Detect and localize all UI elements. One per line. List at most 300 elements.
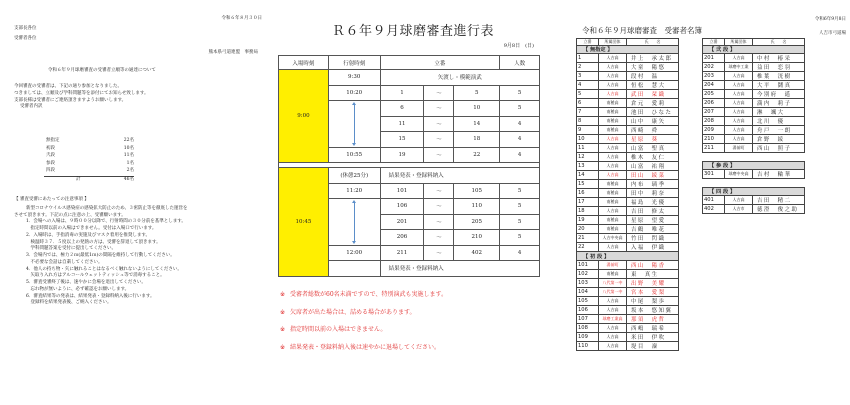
examinee-number: 203	[703, 72, 725, 81]
examinee-row	[577, 135, 679, 144]
examinee-row	[577, 296, 679, 305]
rank-section-label: 【 四 段 】	[703, 187, 805, 195]
examinee-number: 18	[577, 207, 599, 216]
note-line: させて頂きます。下記の点に注意の上、受審願います。	[14, 212, 126, 218]
examinee-name: 山中 康矢	[627, 117, 679, 126]
examinee-club: 人吉高	[599, 153, 627, 162]
time-span-arrow	[328, 101, 380, 148]
breakdown-row	[14, 168, 134, 176]
time-span-arrow	[328, 199, 380, 246]
schedule-title: Ｒ６年９月球磨審査進行表	[332, 24, 495, 39]
examinee-number: 103	[577, 278, 599, 287]
examinee-number: 107	[577, 314, 599, 323]
examinee-number: 15	[577, 180, 599, 189]
examinee-row	[577, 305, 679, 314]
examinee-club: 人吉高	[599, 144, 627, 153]
rank-label: 無指定	[46, 138, 60, 143]
tachi-count: 5	[500, 101, 540, 117]
examinee-name: 出野 美耀	[627, 278, 679, 287]
tachi-sep: 〜	[424, 214, 454, 230]
examinee-row	[577, 63, 679, 72]
tachi-from: 1	[380, 85, 424, 101]
examinee-number: 1	[577, 54, 599, 63]
examinee-club: 人吉中央高	[599, 234, 627, 243]
examinee-name: 徳澄 俊之助	[753, 204, 805, 213]
register-title: 令和６年９月球磨審査 受審者名簿	[582, 26, 702, 35]
register-header-row	[577, 39, 679, 46]
note-mark: ※	[280, 308, 286, 316]
schedule-date: 9月8日 (日)	[503, 43, 534, 49]
examinee-number: 10	[577, 135, 599, 144]
examinee-club: 南稜高	[599, 180, 627, 189]
examinee-club: 人吉高	[725, 81, 753, 90]
entry-time-cell: 9:00	[279, 70, 329, 163]
examinee-name: 中尾 梨歩	[627, 296, 679, 305]
tachi-sep: 〜	[424, 132, 454, 148]
examinee-club: 人吉高	[725, 54, 753, 63]
header-shooting-time: 行射時刻	[328, 56, 380, 70]
examinee-number: 109	[577, 332, 599, 341]
note-line: 4．他人の持ち物・矢に触れることはなるべく触れないようにしてください。	[26, 266, 182, 272]
letter-intro	[14, 84, 264, 111]
header-name: 氏 名	[627, 39, 679, 46]
examinee-name: 坂本 悠知翼	[627, 305, 679, 314]
examinee-club: 人吉高	[599, 54, 627, 63]
tachi-to: 205	[454, 214, 500, 230]
schedule-notes	[280, 286, 447, 357]
arrow-up-icon	[352, 102, 356, 105]
tachi-to: 402	[454, 245, 500, 261]
breakdown-row	[14, 138, 134, 146]
examinee-name: 倉野 綾	[753, 135, 805, 144]
opening-ceremony: 矢渡し・模範演武	[380, 70, 539, 86]
shooting-time: 11:20	[328, 183, 380, 199]
examinee-name: 入福 伊織	[627, 243, 679, 252]
rank-section-label: 【 弐 段 】	[703, 46, 805, 54]
note-text: 受審者総数が60名未満ですので、特別演武も実施します。	[290, 291, 448, 298]
rank-count: 22名	[123, 138, 134, 143]
note-mark: ※	[280, 291, 286, 298]
examinee-name: 吉田 精二	[753, 195, 805, 204]
intro-line: つきましては、立順及び学科問題等を添付にてお知らせ致します。	[14, 90, 149, 96]
rank-section-header	[577, 252, 679, 260]
tachi-sep: 〜	[424, 147, 454, 163]
total-label: 計	[76, 176, 81, 182]
examinee-row	[577, 144, 679, 153]
examinee-row	[703, 99, 805, 108]
note-text: 指定時間以前の入場はできません。	[290, 326, 387, 334]
examinee-club: 南稜高	[599, 198, 627, 207]
examinee-name: 舟戸 一朗	[753, 126, 805, 135]
shooting-time: 9:30	[328, 70, 380, 86]
examinee-number: 402	[703, 204, 725, 213]
examinee-club: 人吉高	[599, 72, 627, 81]
examinee-name: 益田 恋羽	[753, 63, 805, 72]
examinee-row	[577, 341, 679, 350]
tachi-to: 22	[454, 147, 500, 163]
rank-section-header	[703, 187, 805, 195]
register-venue: 人吉市弓道場	[819, 31, 846, 36]
results-announcement: 結果発表・登録料納入	[380, 261, 539, 277]
examinee-number: 9	[577, 126, 599, 135]
examinee-number: 102	[577, 269, 599, 278]
arrow-line	[354, 105, 355, 143]
tachi-from: 6	[380, 101, 424, 117]
examinee-number: 22	[577, 243, 599, 252]
examinee-number: 6	[577, 99, 599, 108]
examinee-number: 19	[577, 216, 599, 225]
rank-section-label: 【 無指定 】	[577, 46, 679, 54]
tachi-count: 4	[500, 245, 540, 261]
note-line: 不必要な会話は自粛してください。	[26, 259, 103, 265]
examinee-number: 11	[577, 144, 599, 153]
examinee-number: 108	[577, 323, 599, 332]
note-line: 検温時３７．５度以上の発熱の方は、受審を辞退して頂きます。	[26, 239, 161, 245]
examinee-club: 八代第一中	[599, 287, 627, 296]
rank-section-label: 【 初 段 】	[577, 252, 679, 260]
note-line: 6．審査結果等の発表は、結果発表・登録料納入後に行います。	[26, 293, 155, 299]
rank-section-label: 【 参 段 】	[703, 161, 805, 169]
examinee-club: 人吉高	[725, 135, 753, 144]
schedule-note	[280, 321, 447, 339]
examinee-name: 吉田 修太	[627, 207, 679, 216]
examinee-name: 星原 葵	[627, 135, 679, 144]
examinee-number: 3	[577, 72, 599, 81]
examinee-club: 球磨中央高	[725, 170, 753, 179]
examinee-row	[577, 90, 679, 99]
examinee-number: 105	[577, 296, 599, 305]
blank-row	[703, 179, 805, 187]
examinee-club: 人吉高	[599, 323, 627, 332]
examinee-name: 井上 承太郎	[627, 54, 679, 63]
examinee-name: 竹田 閃織	[627, 234, 679, 243]
examinee-name: 米田 伊吹	[627, 332, 679, 341]
tachi-from: 211	[380, 245, 424, 261]
examinee-name: 恒松 慧大	[627, 81, 679, 90]
examinee-name: 吉鶴 唯花	[627, 225, 679, 234]
examinee-club: 人吉高	[599, 296, 627, 305]
caution-notes	[14, 197, 264, 307]
examinee-name: 堤目 凜	[627, 341, 679, 350]
rank-section-header	[703, 161, 805, 169]
examinee-name: 大平 鬪真	[753, 81, 805, 90]
breakdown-row	[14, 146, 134, 154]
examinee-name: 西崎 舜	[627, 126, 679, 135]
examinee-number: 205	[703, 90, 725, 99]
note-line: 指定時間以前の入場はできません。受付は入場口で行います。	[26, 226, 157, 231]
examinee-number: 12	[577, 153, 599, 162]
register-header-row	[703, 39, 805, 46]
rank-label: 初段	[46, 145, 55, 151]
breakdown-row	[14, 161, 134, 169]
examinee-number: 21	[577, 234, 599, 243]
examinee-name: 福島 光優	[627, 198, 679, 207]
arrow-down-icon	[352, 241, 356, 244]
rank-count: 11名	[123, 153, 134, 159]
tachi-from: 19	[380, 147, 424, 163]
examinee-name: 西山 照子	[753, 144, 805, 153]
examinee-row	[577, 287, 679, 296]
examinee-row	[703, 117, 805, 126]
examinee-name: 宮本 愛梨	[627, 287, 679, 296]
examinee-name: 西山 陽香	[627, 260, 679, 269]
tachi-to: 105	[454, 183, 500, 199]
examinee-row	[577, 243, 679, 252]
rank-count: 10名	[123, 145, 134, 151]
examinee-row	[577, 117, 679, 126]
examinee-number: 4	[577, 81, 599, 90]
tachi-sep: 〜	[424, 245, 454, 261]
examinee-club: 湯前町	[599, 260, 627, 269]
examinee-club: 南稜高	[599, 108, 627, 117]
examinee-name: 田山 綾菜	[627, 171, 679, 180]
examinee-club: 八代第一中	[599, 278, 627, 287]
shooting-time: 10:55	[328, 147, 380, 163]
tachi-from: 11	[380, 116, 424, 132]
examinee-name: 椎葉 洸樹	[753, 72, 805, 81]
examinee-club: 南稜高	[599, 117, 627, 126]
examinee-number: 207	[703, 108, 725, 117]
examinee-number: 17	[577, 198, 599, 207]
examinee-name: 那須 虎哲	[627, 314, 679, 323]
tachi-sep: 〜	[424, 199, 454, 215]
note-line: 忘れ物が無いように、必ず確認をお願いします。	[26, 286, 130, 292]
examinee-row	[577, 207, 679, 216]
rank-label: 弐段	[46, 153, 55, 159]
header-entry-time: 入場時刻	[279, 56, 329, 70]
examinee-club: 人吉高	[599, 341, 627, 350]
examinee-row	[577, 314, 679, 323]
examinee-number: 110	[577, 341, 599, 350]
tachi-from: 15	[380, 132, 424, 148]
note-mark: ※	[280, 326, 286, 334]
examinee-club: 人吉高	[725, 126, 753, 135]
examinee-row	[703, 54, 805, 63]
note-text: 欠席者が出た場合は、詰める場合があります。	[290, 308, 416, 316]
schedule-note	[280, 339, 447, 357]
examinee-club: 南稜高	[599, 269, 627, 278]
examinee-row	[577, 81, 679, 90]
examinee-number: 7	[577, 108, 599, 117]
examinee-name: 北川 優	[753, 117, 805, 126]
schedule-row	[279, 70, 540, 86]
rank-count: 1名	[126, 160, 134, 166]
examinee-row	[703, 144, 805, 153]
examinee-number: 202	[703, 63, 725, 72]
examinee-name: 今別府 遥	[753, 90, 805, 99]
rank-count: 2名	[126, 168, 134, 174]
examinee-club: 南稜高	[599, 189, 627, 198]
examinee-club: 人吉高	[725, 117, 753, 126]
tachi-count: 5	[500, 230, 540, 246]
examinee-club: 南稜高	[599, 225, 627, 234]
examinee-name: 中村 椿采	[753, 54, 805, 63]
examinee-register	[566, 12, 848, 404]
letter-sender: 熊本県弓道連盟 事務局	[208, 50, 258, 55]
examinee-row	[577, 54, 679, 63]
schedule-note	[280, 304, 447, 322]
examinee-name: 池田 ひなた	[627, 108, 679, 117]
entry-time-cell: 10:45	[279, 168, 329, 277]
schedule-header-row	[279, 56, 540, 70]
total-count: 46名	[123, 176, 134, 182]
examinee-name: 吉村 輪華	[753, 170, 805, 179]
blank-row	[703, 153, 805, 161]
examinee-row	[703, 204, 805, 213]
intro-line: 受審者内訳	[20, 104, 43, 110]
note-mark: ※	[280, 344, 286, 352]
register-table-right	[702, 38, 805, 214]
examinee-club: 人吉高	[725, 108, 753, 117]
examinee-club: 球磨工業高	[599, 314, 627, 323]
examinee-row	[577, 162, 679, 171]
tachi-from: 101	[380, 183, 424, 199]
examinee-row	[703, 63, 805, 72]
shooting-time: 10:20	[328, 85, 380, 101]
examinee-breakdown	[14, 138, 134, 184]
examinee-number: 401	[703, 195, 725, 204]
examinee-name: 内布 璃季	[627, 180, 679, 189]
schedule-table	[278, 55, 540, 277]
examinee-number: 13	[577, 162, 599, 171]
shooting-time-empty	[328, 261, 380, 277]
examinee-row	[703, 195, 805, 204]
note-line: 2．入場時は、手指消毒の実施及びマスク着用を推奨します。	[26, 232, 151, 238]
arrow-line	[354, 203, 355, 241]
arrow-down-icon	[352, 143, 356, 146]
examinee-number: 301	[703, 170, 725, 179]
examinee-row	[577, 234, 679, 243]
examinee-row	[577, 323, 679, 332]
examinee-name: 満内 莉子	[753, 99, 805, 108]
schedule-note	[280, 286, 447, 304]
tachi-sep: 〜	[424, 183, 454, 199]
examinee-row	[577, 171, 679, 180]
examinee-row	[703, 135, 805, 144]
notice-letter	[14, 10, 264, 402]
examinee-club: 人吉高	[599, 332, 627, 341]
register-date: 令和6年9月8日	[814, 17, 846, 22]
examinee-name: 東 真生	[627, 269, 679, 278]
note-line: 新型コロナウイルス感染症の感染拡大防止のため、３密防止等を徹底した運営を	[26, 205, 188, 211]
examinee-name: 段村 温	[627, 72, 679, 81]
note-line: 3．会場内では、極力２ｍ(最低1ｍ)の間隔を維持して行動してください。	[26, 253, 175, 258]
examinee-row	[577, 260, 679, 269]
examinee-club: 人吉高	[725, 99, 753, 108]
examinee-number: 208	[703, 117, 725, 126]
note-line: 学科問題答案を受付に提出してください。	[26, 246, 116, 252]
examinee-number: 210	[703, 135, 725, 144]
tachi-sep: 〜	[424, 85, 454, 101]
examinee-name: 田中 莉奈	[627, 189, 679, 198]
examinee-club: 人吉高	[725, 90, 753, 99]
shooting-time: 12:00	[328, 245, 380, 261]
examinee-club: 人吉高	[599, 63, 627, 72]
examinee-name: 武田 栞織	[627, 90, 679, 99]
examinee-number: 5	[577, 90, 599, 99]
header-no: 立番	[703, 39, 725, 46]
arrow-up-icon	[352, 200, 356, 203]
examinee-club: 人吉高	[599, 207, 627, 216]
letter-recipient: 支部長各位	[14, 26, 37, 31]
examinee-row	[577, 99, 679, 108]
examinee-number: 106	[577, 305, 599, 314]
header-name: 氏 名	[753, 39, 805, 46]
note-text: 結果発表・登録料納入後は速やかに退場してください。	[290, 344, 441, 352]
tachi-count: 4	[500, 132, 540, 148]
examinee-club: 人吉高	[599, 162, 627, 171]
examinee-number: 8	[577, 117, 599, 126]
examinee-number: 209	[703, 126, 725, 135]
examinee-number: 20	[577, 225, 599, 234]
tachi-count: 4	[500, 147, 540, 163]
header-count: 人数	[500, 56, 540, 70]
schedule-row	[279, 168, 540, 184]
letter-date: 令和６年８月３０日	[221, 16, 262, 21]
intro-line: 今回審査の受審者は、下記の通り参加となりました。	[14, 84, 122, 89]
examinee-row	[577, 108, 679, 117]
header-no: 立番	[577, 39, 599, 46]
results-announcement: 結果発表・登録料納入	[380, 168, 539, 184]
examinee-number: 104	[577, 287, 599, 296]
examinee-number: 211	[703, 144, 725, 153]
tachi-to: 18	[454, 132, 500, 148]
examinee-row	[577, 225, 679, 234]
examinee-club: 人吉高	[599, 305, 627, 314]
tachi-count: 5	[500, 214, 540, 230]
examinee-club: 人吉高	[725, 195, 753, 204]
tachi-sep: 〜	[424, 101, 454, 117]
tachi-count: 5	[500, 85, 540, 101]
header-tachi-number: 立番	[380, 56, 500, 70]
header-club: 所属団体	[725, 39, 753, 46]
examinee-row	[577, 189, 679, 198]
tachi-from: 201	[380, 214, 424, 230]
break-time: (休憩25分)	[328, 168, 380, 184]
header-club: 所属団体	[599, 39, 627, 46]
tachi-to: 5	[454, 85, 500, 101]
breakdown-row	[14, 153, 134, 161]
examinee-club: 人吉高	[599, 243, 627, 252]
tachi-from: 106	[380, 199, 424, 215]
note-line: 矢取り入れ方はアルコールウェットティッシュ等で消毒すること。	[26, 273, 165, 279]
examinee-row	[703, 90, 805, 99]
tachi-count: 4	[500, 116, 540, 132]
examinee-name: 山富 聖真	[627, 144, 679, 153]
rank-section-header	[577, 46, 679, 54]
examinee-club: 人吉高	[599, 81, 627, 90]
letter-subject: 令和６年９月球磨審査の受審者立順等の通達について	[48, 68, 156, 73]
examinee-club: 人吉高	[725, 72, 753, 81]
examinee-club: 南稜高	[599, 99, 627, 108]
examinee-number: 201	[703, 54, 725, 63]
examinee-row	[577, 72, 679, 81]
examinee-club: 南稜高	[599, 216, 627, 225]
examinee-row	[577, 332, 679, 341]
tachi-to: 110	[454, 199, 500, 215]
examinee-club: 湯前町	[725, 144, 753, 153]
examinee-number: 2	[577, 63, 599, 72]
tachi-sep: 〜	[424, 230, 454, 246]
examinee-row	[703, 108, 805, 117]
examinee-club: 人吉市	[725, 204, 753, 213]
examinee-number: 16	[577, 189, 599, 198]
note-line: 1．会場への入場は、９時００分以降で、行射時間の３０分前を基準とします。	[26, 219, 186, 225]
examinee-club: 人吉高	[599, 90, 627, 99]
tachi-to: 14	[454, 116, 500, 132]
schedule-sheet	[278, 18, 546, 403]
rank-label: 参段	[46, 160, 55, 166]
